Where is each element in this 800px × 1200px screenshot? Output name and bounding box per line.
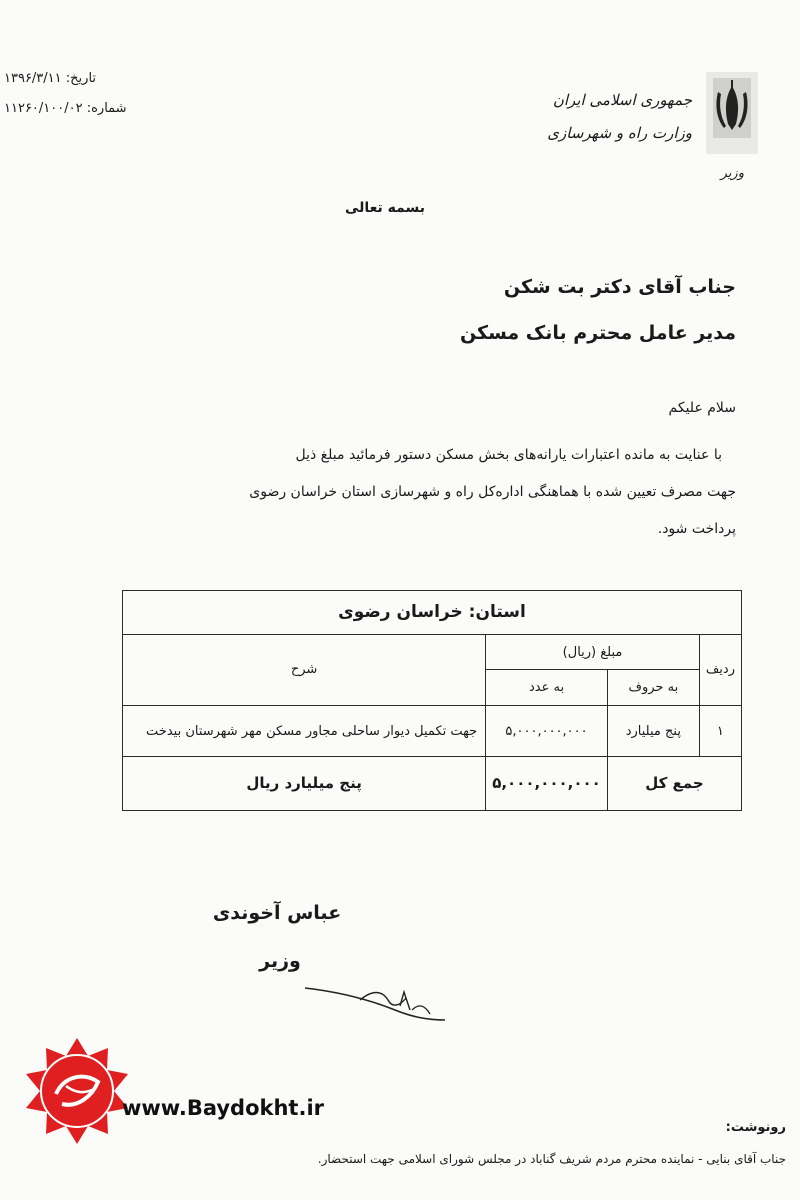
- date-row: [4, 64, 164, 94]
- basmala: بسمه تعالی: [344, 200, 426, 216]
- office-label: وزیر: [720, 166, 744, 181]
- row-index: ۱: [699, 706, 741, 757]
- date-value: ۱۳۹۶/۳/۱۱: [4, 71, 62, 86]
- total-digits: ۵,۰۰۰,۰۰۰,۰۰۰: [486, 756, 608, 810]
- body-line-3: پرداخت شود.: [657, 521, 736, 537]
- iran-emblem-icon: [706, 72, 758, 154]
- col-desc-header: شرح: [123, 634, 486, 705]
- cc-title: رونوشت:: [725, 1120, 786, 1135]
- col-words-header: به حروف: [607, 670, 699, 706]
- row-desc: جهت تکمیل دیوار ساحلی مجاور مسکن مهر شهرستان بیدخت: [123, 706, 486, 757]
- signer-name: عباس آخوندی: [212, 902, 342, 924]
- table-row: [123, 706, 742, 757]
- col-digits-header: به عدد: [486, 670, 608, 706]
- letter-body: [126, 437, 736, 548]
- allocation-table: [122, 590, 742, 811]
- number-value: ۱۱۲۶۰/۱۰۰/۰۲: [4, 101, 83, 116]
- row-words: پنج میلیارد: [607, 706, 699, 757]
- cc-text: جناب آقای بنایی - نماینده محترم مردم شریف گناباد در مجلس شورای اسلامی جهت استحضار.: [317, 1152, 786, 1166]
- col-amount-header: مبلغ (ریال): [486, 634, 700, 670]
- body-line-2: جهت مصرف تعیین شده با هماهنگی اداره‌کل راه و شهرسازی استان خراسان رضوی: [249, 484, 736, 500]
- table-total-row: [123, 756, 742, 810]
- total-words: پنج میلیارد ریال: [123, 756, 486, 810]
- col-row-header: ردیف: [699, 634, 741, 705]
- greeting: سلام علیکم: [668, 400, 736, 416]
- letter-meta: [4, 64, 164, 124]
- date-label: تاریخ:: [65, 71, 97, 86]
- table-province: استان: خراسان رضوی: [123, 591, 742, 635]
- signer-title: وزیر: [259, 950, 301, 972]
- signature-image: [300, 970, 450, 1030]
- row-digits: ۵,۰۰۰,۰۰۰,۰۰۰: [486, 706, 608, 757]
- ministry-name: وزارت راه و شهرسازی: [547, 124, 692, 142]
- body-line-1: با عنایت به مانده اعتبارات یارانه‌های بخش مسکن دستور فرمائید مبلغ ذیل: [295, 447, 722, 463]
- addressee-title: مدیر عامل محترم بانک مسکن: [459, 322, 736, 344]
- country-name: جمهوری اسلامی ایران: [552, 91, 692, 109]
- baydokht-logo-icon: [22, 1036, 132, 1146]
- number-label: شماره:: [86, 101, 127, 116]
- ministry-header: [547, 84, 692, 150]
- addressee-name: جناب آقای دکتر بت شکن: [503, 276, 736, 298]
- watermark-url: www.Baydokht.ir: [122, 1096, 325, 1120]
- number-row: [4, 94, 164, 124]
- total-label: جمع کل: [607, 756, 741, 810]
